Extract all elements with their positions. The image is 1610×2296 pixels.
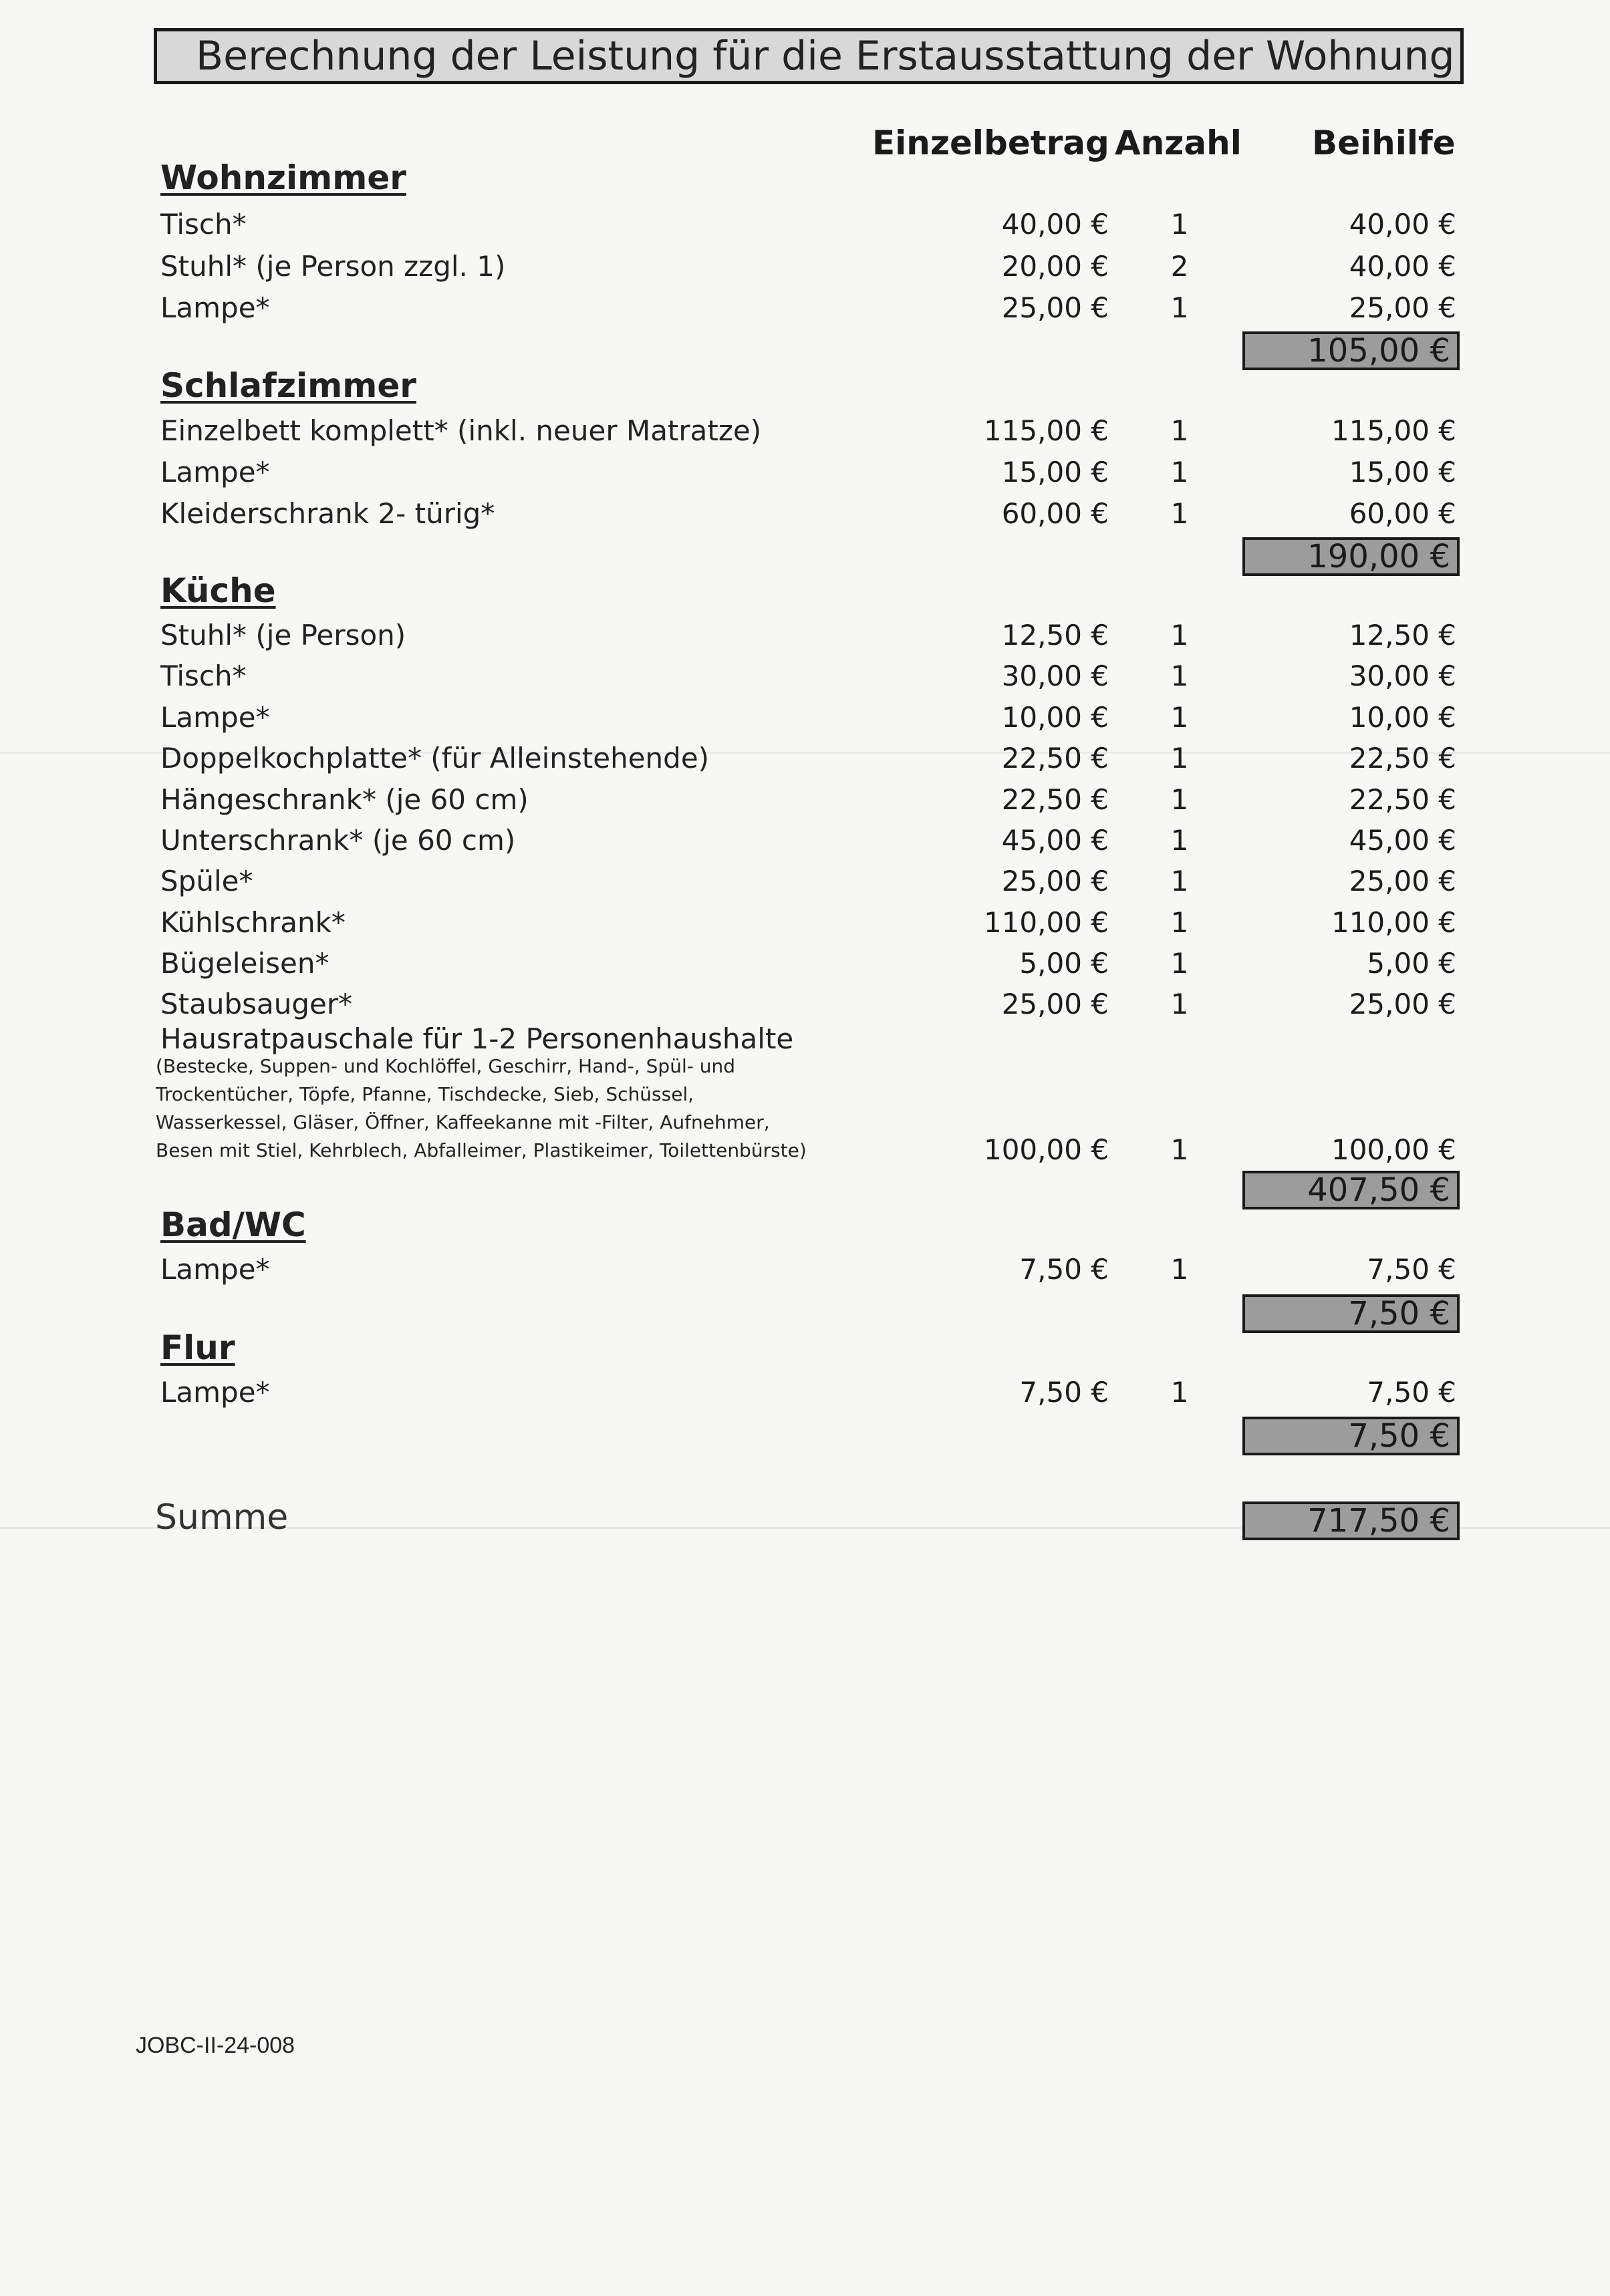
item-label: Stuhl* (je Person) bbox=[160, 619, 406, 652]
item-unit-price: 115,00 € bbox=[983, 414, 1109, 447]
item-unit-price: 30,00 € bbox=[1001, 660, 1109, 692]
item-unit-price: 22,50 € bbox=[1001, 742, 1109, 774]
note-line: Trockentücher, Töpfe, Pfanne, Tischdecke, Sieb, Schüssel, bbox=[156, 1083, 694, 1105]
item-quantity: 2 bbox=[1170, 250, 1189, 283]
total-value: 717,50 € bbox=[1242, 1501, 1460, 1540]
item-label: Tisch* bbox=[160, 660, 247, 692]
section-heading-wohnzimmer: Wohnzimmer bbox=[160, 158, 406, 197]
item-quantity: 1 bbox=[1170, 1376, 1189, 1409]
section-heading-kueche: Küche bbox=[160, 571, 276, 610]
document-reference: JOBC-II-24-008 bbox=[136, 2033, 295, 2058]
table-row bbox=[0, 820, 1610, 861]
item-label: Hängeschrank* (je 60 cm) bbox=[160, 783, 529, 816]
table-row bbox=[0, 246, 1610, 287]
section-heading-schlafzimmer: Schlafzimmer bbox=[160, 366, 416, 405]
item-quantity: 1 bbox=[1170, 783, 1189, 816]
item-amount: 22,50 € bbox=[1349, 783, 1456, 816]
item-amount: 10,00 € bbox=[1349, 701, 1456, 734]
item-unit-price: 20,00 € bbox=[1001, 250, 1109, 283]
item-quantity: 1 bbox=[1170, 701, 1189, 734]
column-header-quantity: Anzahl bbox=[1115, 124, 1242, 162]
table-row bbox=[0, 204, 1610, 245]
item-quantity: 1 bbox=[1170, 414, 1189, 447]
item-amount: 40,00 € bbox=[1349, 208, 1456, 241]
item-unit-price: 15,00 € bbox=[1001, 456, 1109, 488]
item-quantity: 1 bbox=[1170, 1133, 1189, 1166]
item-label: Bügeleisen* bbox=[160, 947, 329, 980]
table-row bbox=[0, 493, 1610, 535]
item-quantity: 1 bbox=[1170, 988, 1189, 1020]
item-label: Lampe* bbox=[160, 1376, 270, 1409]
table-row bbox=[0, 452, 1610, 493]
item-unit-price: 7,50 € bbox=[1019, 1376, 1109, 1409]
item-label: Lampe* bbox=[160, 456, 270, 488]
item-quantity: 1 bbox=[1170, 742, 1189, 774]
item-unit-price: 25,00 € bbox=[1001, 291, 1109, 324]
item-quantity: 1 bbox=[1170, 906, 1189, 939]
item-amount: 110,00 € bbox=[1331, 906, 1456, 939]
item-unit-price: 22,50 € bbox=[1001, 783, 1109, 816]
item-label: Lampe* bbox=[160, 701, 270, 734]
item-amount: 60,00 € bbox=[1349, 497, 1456, 530]
table-row bbox=[0, 738, 1610, 779]
table-row bbox=[0, 902, 1610, 944]
item-unit-price: 7,50 € bbox=[1019, 1253, 1109, 1286]
subtotal-kueche: 407,50 € bbox=[1242, 1171, 1460, 1209]
item-unit-price: 60,00 € bbox=[1001, 497, 1109, 530]
item-amount: 5,00 € bbox=[1367, 947, 1456, 980]
item-unit-price: 12,50 € bbox=[1001, 619, 1109, 652]
item-quantity: 1 bbox=[1170, 947, 1189, 980]
table-row bbox=[0, 287, 1610, 329]
item-quantity: 1 bbox=[1170, 497, 1189, 530]
item-label: Staubsauger* bbox=[160, 988, 353, 1020]
item-unit-price: 5,00 € bbox=[1019, 947, 1109, 980]
section-heading-bad-wc: Bad/WC bbox=[160, 1205, 306, 1244]
item-unit-price: 45,00 € bbox=[1001, 824, 1109, 857]
item-amount: 40,00 € bbox=[1349, 250, 1456, 283]
note-line: Wasserkessel, Gläser, Öffner, Kaffeekanne mit -Filter, Aufnehmer, bbox=[156, 1111, 770, 1133]
item-quantity: 1 bbox=[1170, 1253, 1189, 1286]
item-amount: 30,00 € bbox=[1349, 660, 1456, 692]
item-label: Doppelkochplatte* (für Alleinstehende) bbox=[160, 742, 710, 774]
item-label: Hausratpauschale für 1-2 Personenhaushalte bbox=[160, 1022, 794, 1055]
table-row bbox=[0, 779, 1610, 821]
item-unit-price: 10,00 € bbox=[1001, 701, 1109, 734]
item-unit-price: 25,00 € bbox=[1001, 988, 1109, 1020]
document-title: Berechnung der Leistung für die Erstausstattung der Wohnung bbox=[154, 28, 1464, 84]
item-label: Unterschrank* (je 60 cm) bbox=[160, 824, 516, 857]
item-amount: 15,00 € bbox=[1349, 456, 1456, 488]
subtotal-flur: 7,50 € bbox=[1242, 1417, 1460, 1455]
item-label: Kühlschrank* bbox=[160, 906, 346, 939]
subtotal-schlafzimmer: 190,00 € bbox=[1242, 537, 1460, 576]
item-label: Spüle* bbox=[160, 865, 253, 897]
table-row bbox=[0, 697, 1610, 738]
item-label: Tisch* bbox=[160, 208, 247, 241]
table-row bbox=[0, 943, 1610, 984]
note-line: Besen mit Stiel, Kehrblech, Abfalleimer, Plastikeimer, Toilettenbürste) bbox=[156, 1139, 807, 1161]
item-amount: 115,00 € bbox=[1331, 414, 1456, 447]
item-quantity: 1 bbox=[1170, 660, 1189, 692]
item-quantity: 1 bbox=[1170, 456, 1189, 488]
item-unit-price: 110,00 € bbox=[983, 906, 1109, 939]
item-label: Stuhl* (je Person zzgl. 1) bbox=[160, 250, 506, 283]
item-amount: 7,50 € bbox=[1367, 1253, 1456, 1286]
table-row bbox=[0, 656, 1610, 697]
item-label: Kleiderschrank 2- türig* bbox=[160, 497, 495, 530]
item-label: Lampe* bbox=[160, 1253, 270, 1286]
item-unit-price: 100,00 € bbox=[983, 1133, 1109, 1166]
item-unit-price: 25,00 € bbox=[1001, 865, 1109, 897]
total-label: Summe bbox=[155, 1497, 289, 1538]
item-amount: 7,50 € bbox=[1367, 1376, 1456, 1409]
item-unit-price: 40,00 € bbox=[1001, 208, 1109, 241]
column-header-allowance: Beihilfe bbox=[1312, 124, 1456, 162]
column-header-unit-price: Einzelbetrag bbox=[872, 124, 1109, 162]
table-row bbox=[0, 1129, 1610, 1171]
item-amount: 25,00 € bbox=[1349, 865, 1456, 897]
subtotal-wohnzimmer: 105,00 € bbox=[1242, 331, 1460, 370]
item-quantity: 1 bbox=[1170, 619, 1189, 652]
item-quantity: 1 bbox=[1170, 824, 1189, 857]
item-quantity: 1 bbox=[1170, 208, 1189, 241]
item-label: Einzelbett komplett* (inkl. neuer Matratze) bbox=[160, 414, 762, 447]
item-quantity: 1 bbox=[1170, 291, 1189, 324]
section-heading-flur: Flur bbox=[160, 1328, 235, 1367]
item-quantity: 1 bbox=[1170, 865, 1189, 897]
item-amount: 12,50 € bbox=[1349, 619, 1456, 652]
item-amount: 25,00 € bbox=[1349, 291, 1456, 324]
item-amount: 100,00 € bbox=[1331, 1133, 1456, 1166]
item-amount: 45,00 € bbox=[1349, 824, 1456, 857]
table-row bbox=[0, 861, 1610, 902]
table-row bbox=[0, 1249, 1610, 1290]
item-label: Lampe* bbox=[160, 291, 270, 324]
subtotal-bad-wc: 7,50 € bbox=[1242, 1294, 1460, 1333]
item-amount: 25,00 € bbox=[1349, 988, 1456, 1020]
note-line: (Bestecke, Suppen- und Kochlöffel, Geschirr, Hand-, Spül- und bbox=[156, 1055, 735, 1077]
table-row bbox=[0, 410, 1610, 452]
table-row bbox=[0, 1372, 1610, 1413]
item-amount: 22,50 € bbox=[1349, 742, 1456, 774]
table-row bbox=[0, 615, 1610, 656]
